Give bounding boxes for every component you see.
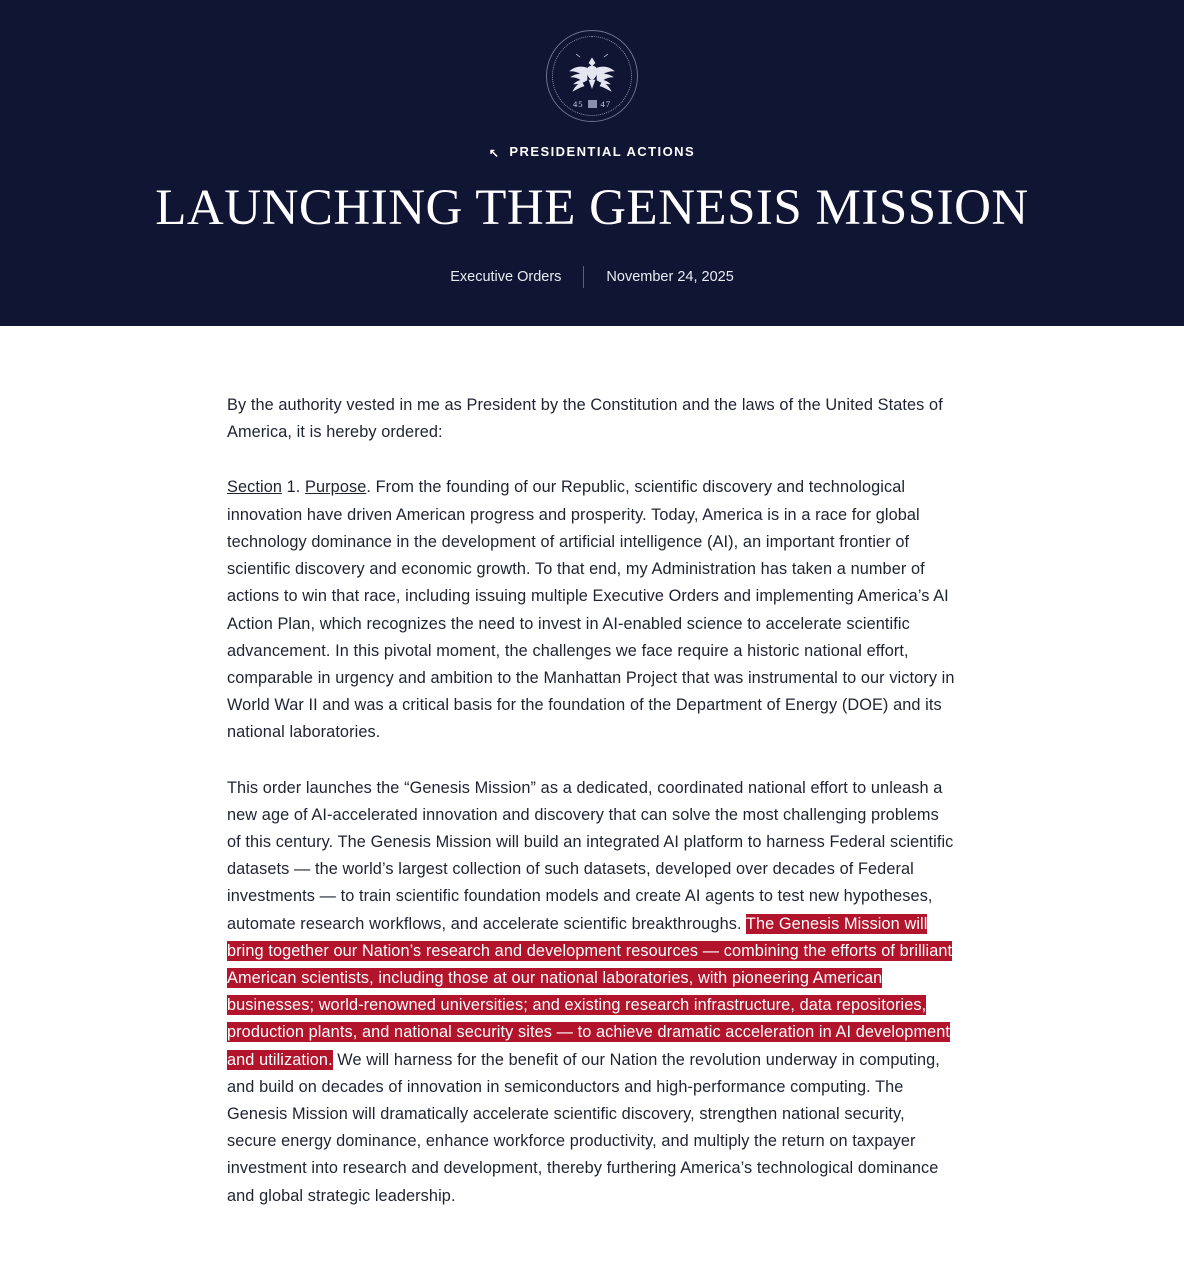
seal-year-47: 47 <box>600 99 611 109</box>
paragraph-authority <box>227 392 957 446</box>
paragraph-genesis-mission-launch <box>227 775 957 1210</box>
document-category: Executive Orders <box>450 269 562 286</box>
text-run: . From the founding of our Republic, scientific discovery and technological innovation have driven American progress and prosperity. Today, America is in a race for global technology dominance in the development of artificial intelligence (AI), an important frontier of scientific discovery and economic growth. To that end, my Administration has taken a number of actions to win that race, including issuing multiple Executive Orders and implementing America’s AI Action Plan, which recognizes the need to invest in AI-enabled science to accelerate scientific advancement. In this pivotal moment, the challenges we face require a historic national effort, comparable in urgency and ambition to the Manhattan Project that was instrumental to our victory in World War II and was a critical basis for the foundation of the Department of Energy (DOE) and its national laboratories. <box>227 478 955 742</box>
document-meta <box>0 266 1184 288</box>
seal-years <box>546 99 638 109</box>
text-run: We will harness for the benefit of our Nation the revolution underway in computing, and build on decades of innovation in semiconductors and high-performance computing. The Genesis Mission will dramatically accelerate scientific discovery, strengthen national security, secure energy dominance, enhance workforce productivity, and multiply the return on taxpayer investment into research and development, thereby furthering America’s technological dominance and global strategic leadership. <box>227 1050 940 1205</box>
text-run: This order launches the “Genesis Mission” as a dedicated, coordinated national effort to unleash a new age of AI-accelerated innovation and discovery that can solve the most challenging problems of this century. The Genesis Mission will build an integrated AI platform to harness Federal scientific datasets — the world’s largest collection of such datasets, developed over decades of Federal investments — to train scientific foundation models and create AI agents to test new hypotheses, automate research workflows, and accelerate scientific breakthroughs. <box>227 778 954 933</box>
text-run: 1. <box>282 478 306 497</box>
page-header <box>0 0 1184 326</box>
page-title: LAUNCHING THE GENESIS MISSION <box>155 180 1029 236</box>
paragraph-list <box>227 392 957 1210</box>
breadcrumb-label: PRESIDENTIAL ACTIONS <box>509 144 696 159</box>
highlighted-text: The Genesis Mission will bring together our Nation’s research and development resources — combining the efforts of brilliant American scientists, including those at our national laboratories, with pioneering American businesses; world-renowned universities; and existing research infrastructure, data repositories, production plants, and national security sites — to achieve dramatic acceleration in AI development and utilization. <box>227 914 953 1069</box>
document-body <box>227 326 957 1278</box>
underlined-text: Purpose <box>305 478 367 497</box>
seal-year-divider <box>588 100 597 108</box>
seal-year-45: 45 <box>573 99 584 109</box>
underlined-text: Section <box>227 478 283 497</box>
meta-divider <box>583 266 584 288</box>
text-run: By the authority vested in me as President by the Constitution and the laws of the United States of America, it is hereby ordered: <box>227 396 943 442</box>
presidential-seal-eagle-icon <box>546 30 638 122</box>
paragraph-section-1-purpose <box>227 474 957 746</box>
arrow-up-left-icon: ↖ <box>488 145 501 160</box>
breadcrumb-presidential-actions[interactable] <box>0 144 1184 159</box>
document-date: November 24, 2025 <box>606 269 734 286</box>
